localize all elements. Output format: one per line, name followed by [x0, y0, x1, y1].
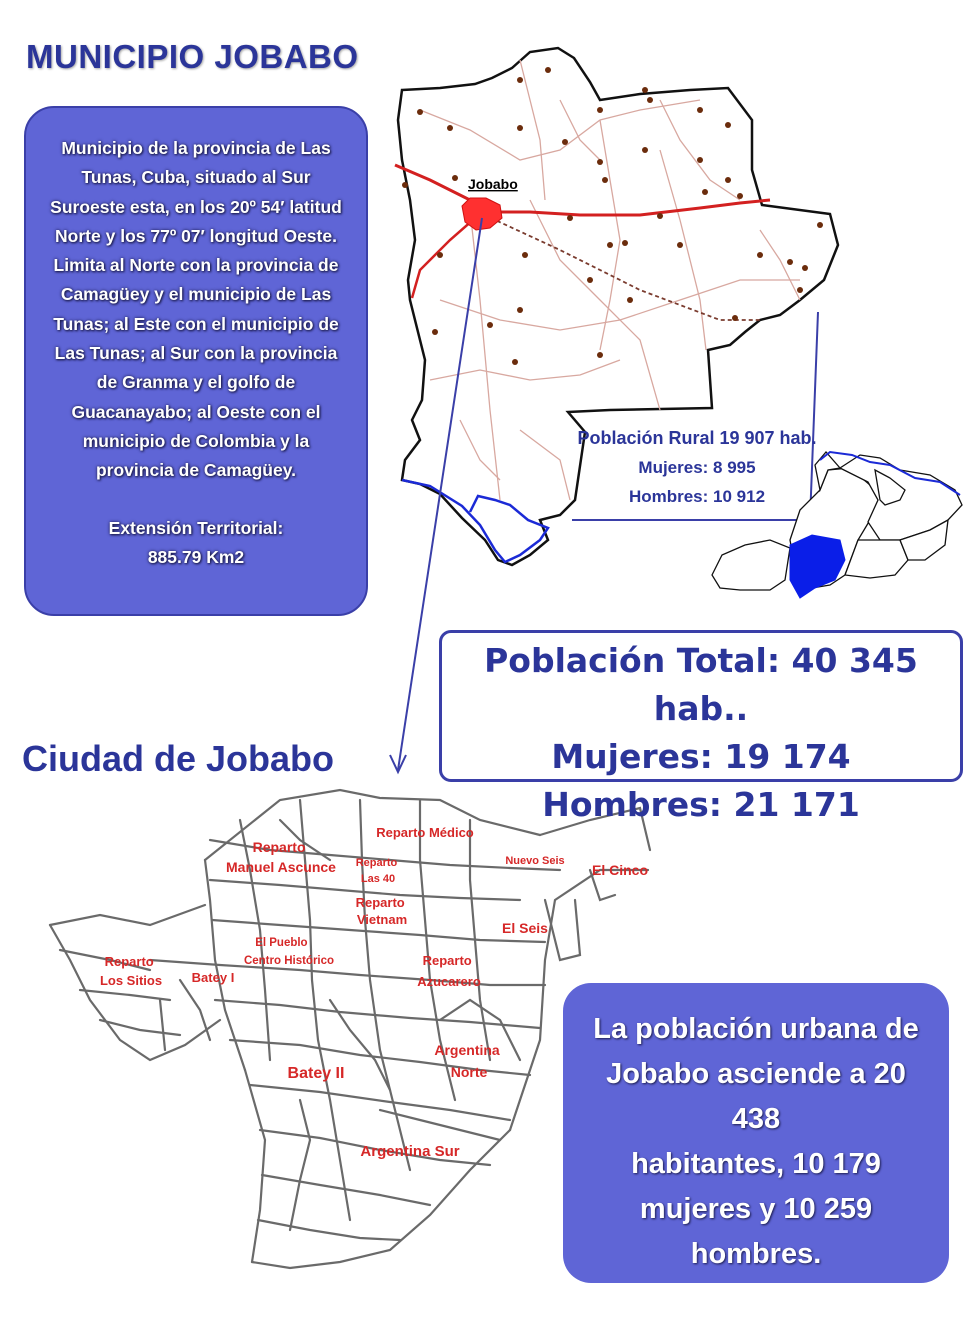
district-label: El Cinco — [591, 862, 649, 878]
district-label: Argentina Sur — [360, 1143, 460, 1160]
total-population: Población Total: 40 345 hab.. — [484, 641, 918, 728]
total-population-box — [439, 630, 963, 824]
district-label: Reparto Las 40 — [355, 857, 398, 885]
urban-line: mujeres y 10 259 — [639, 1193, 873, 1225]
city-title: Ciudad de Jobabo — [22, 738, 335, 779]
total-women: Mujeres: 19 174 — [551, 737, 851, 776]
district-label: Reparto Manuel Ascunce — [226, 839, 336, 875]
urban-line: La población urbana de — [593, 1013, 919, 1045]
district-label: El Pueblo Centro Histórico — [243, 937, 335, 967]
district-label: Argentina Norte — [434, 1042, 500, 1080]
description-line: Camagüey y el municipio de Las — [60, 284, 332, 305]
district-label: Reparto Médico — [376, 825, 474, 840]
rural-women: Mujeres: 8 995 — [638, 458, 756, 477]
description-line: Suroeste esta, en los 20º 54′ latitud — [50, 196, 342, 217]
urban-line: habitantes, 10 179 — [631, 1148, 881, 1180]
description-line: de Granma y el golfo de — [96, 372, 296, 393]
description-line: provincia de Camagüey. — [95, 460, 297, 481]
description-line: Norte y los 77º 07′ longitud Oeste. — [55, 225, 337, 246]
description-line: Las Tunas; al Sur con la provincia — [54, 343, 338, 364]
extension-label: Extensión Territorial: — [108, 517, 284, 538]
district-label: Batey II — [287, 1065, 345, 1082]
extension-value: 885.79 Km2 — [147, 546, 245, 567]
description-line: Municipio de la provincia de Las — [61, 138, 331, 158]
rural-population-box — [572, 424, 822, 511]
rural-population-title: Población Rural 19 907 hab. — [577, 428, 817, 448]
district-label: Reparto Azucarero — [417, 953, 481, 989]
urban-line: Jobabo asciende a 20 438 — [606, 1058, 906, 1135]
district-label: Reparto Los Sitios — [99, 954, 163, 988]
description-line: Tunas; al Este con el municipio de — [53, 313, 339, 334]
description-line: Guacanayabo; al Oeste con el — [71, 401, 321, 422]
urban-population-box — [563, 983, 949, 1283]
district-label: Batey I — [191, 970, 235, 985]
description-line: municipio de Colombia y la — [82, 430, 310, 451]
description-line: Limita al Norte con la provincia de — [53, 255, 339, 276]
district-label: El Seis — [502, 920, 548, 936]
rural-men: Hombres: 10 912 — [628, 487, 766, 506]
page-title: MUNICIPIO JOBABO — [26, 38, 359, 75]
jobabo-highlight — [790, 535, 845, 598]
description-line: Tunas, Cuba, situado al Sur — [81, 167, 311, 188]
jobabo-town-label: Jobabo — [468, 176, 518, 192]
total-men: Hombres: 21 171 — [542, 785, 860, 824]
district-label: Reparto Vietnam — [355, 895, 408, 927]
urban-line: hombres. — [690, 1238, 822, 1270]
district-label: Nuevo Seis — [505, 855, 565, 867]
